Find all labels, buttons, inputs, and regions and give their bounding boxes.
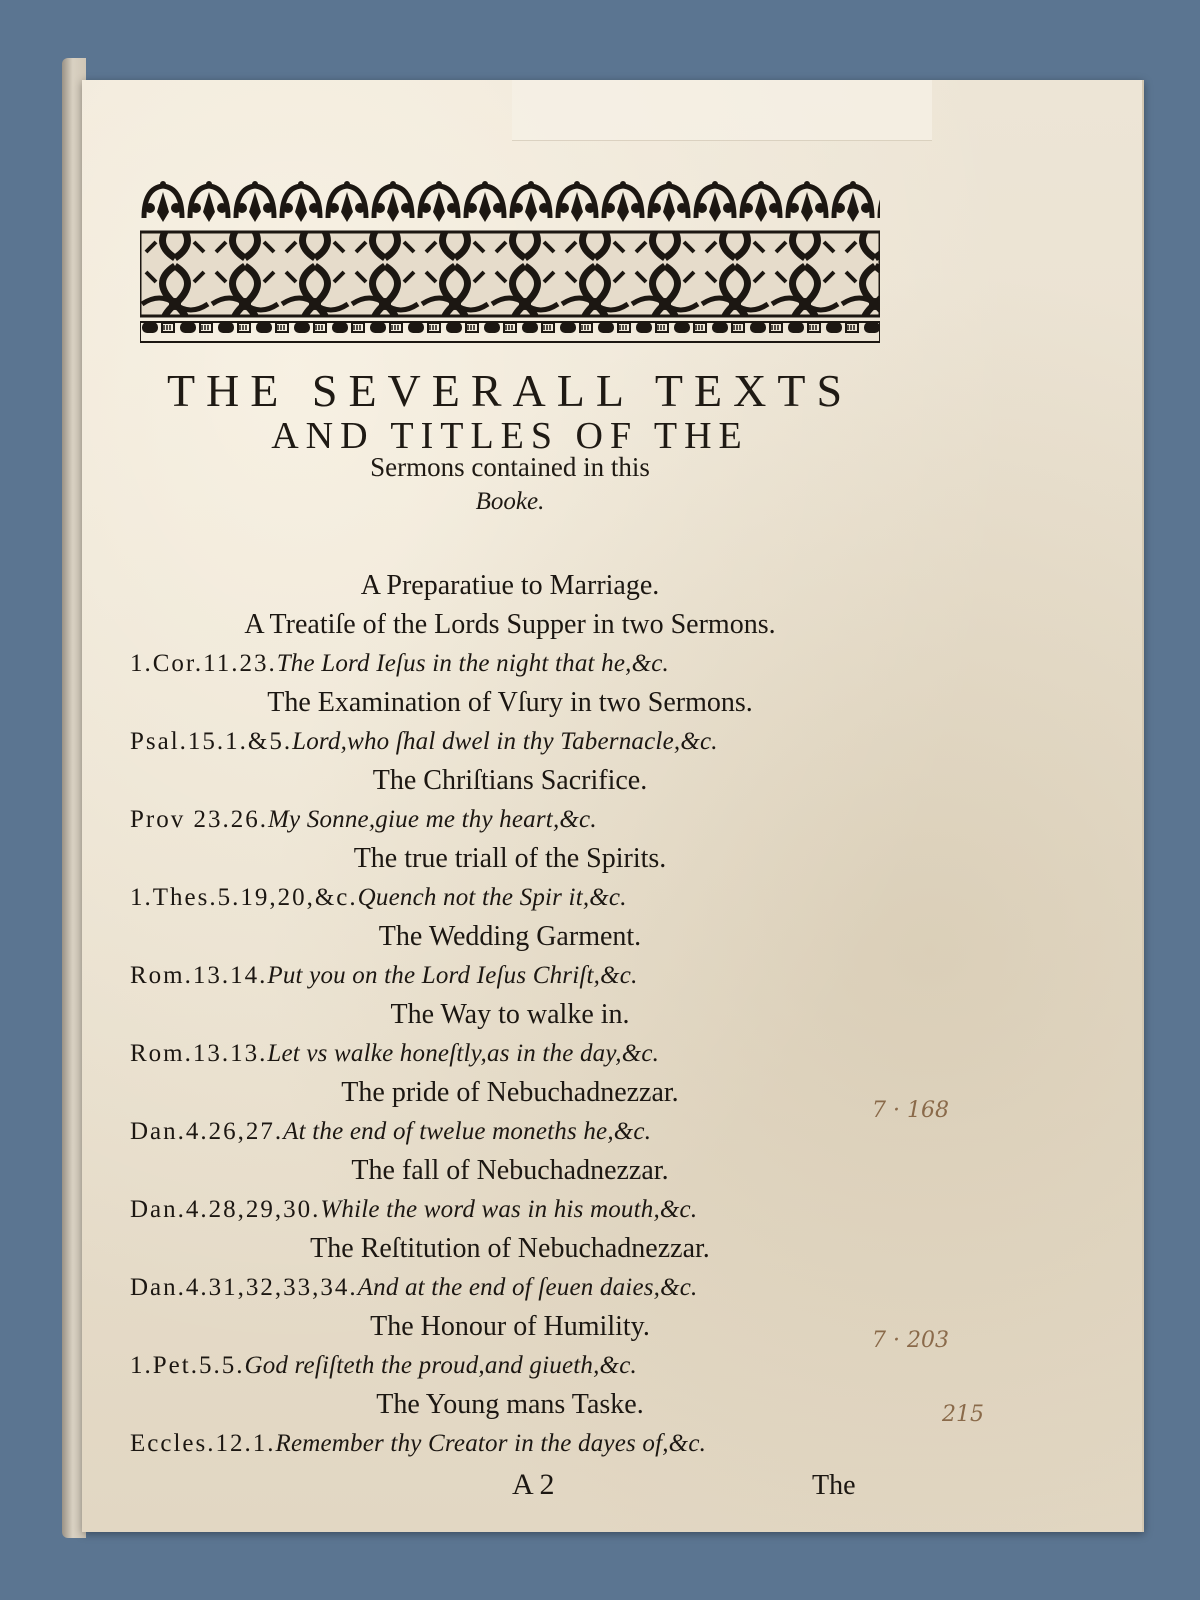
reference-text: At the end of twelue moneths he,&c.	[283, 1118, 652, 1145]
scripture-reference	[130, 644, 890, 683]
manuscript-note: 7 · 203	[872, 1328, 949, 1353]
reference-citation: Prov 23.26.	[130, 806, 268, 833]
sermon-title: A Treatiſe of the Lords Supper in two Sermons.	[244, 609, 776, 640]
reference-citation: 1.Cor.11.23.	[130, 650, 277, 677]
sermon-title: The true triall of the Spirits.	[353, 843, 667, 874]
scripture-reference	[130, 722, 890, 761]
sermon-title: A Preparatiue to Marriage.	[360, 570, 660, 601]
sermon-title: The fall of Nebuchadnezzar.	[351, 1155, 669, 1186]
scripture-reference	[130, 800, 890, 839]
reference-citation: Eccles.12.1.	[130, 1430, 276, 1457]
manuscript-note: 215	[942, 1402, 984, 1427]
reference-text: God reſiſteth the proud,and giueth,&c.	[244, 1352, 637, 1379]
reference-text: My Sonne,giue me thy heart,&c.	[267, 806, 597, 833]
catchword: The	[812, 1470, 856, 1501]
sermon-title: The Honour of Humility.	[370, 1311, 650, 1342]
title-line-2: AND TITLES OF THE	[271, 415, 749, 457]
scripture-reference	[130, 1034, 890, 1073]
reference-text: Remember thy Creator in the dayes of,&c.	[275, 1430, 707, 1457]
reference-text: The Lord Ieſus in the night that he,&c.	[276, 650, 669, 677]
scripture-reference	[130, 1346, 890, 1385]
paper-repair-strip	[512, 80, 932, 141]
sermon-title: The Examination of Vſury in two Sermons.	[267, 687, 753, 718]
sermon-title: The Way to walke in.	[390, 999, 630, 1030]
scripture-reference	[130, 1268, 890, 1307]
scripture-reference	[130, 1190, 890, 1229]
reference-text: And at the end of ſeuen daies,&c.	[357, 1274, 698, 1301]
scripture-reference	[130, 1112, 890, 1151]
sermon-list	[130, 566, 890, 1463]
reference-text: Let vs walke honeſtly,as in the day,&c.	[267, 1040, 660, 1067]
reference-citation: Dan.4.26,27.	[130, 1118, 284, 1145]
sermon-title: The Young mans Taske.	[376, 1389, 644, 1420]
reference-citation: Dan.4.31,32,33,34.	[130, 1274, 358, 1301]
sermon-title: The pride of Nebuchadnezzar.	[341, 1077, 679, 1108]
reference-citation: Dan.4.28,29,30.	[130, 1196, 321, 1223]
reference-citation: Psal.15.1.&5.	[130, 728, 293, 755]
book-page	[82, 80, 1144, 1532]
reference-citation: 1.Pet.5.5.	[130, 1352, 245, 1379]
title-line-1: THE SEVERALL TEXTS	[166, 365, 854, 416]
subtitle-booke: Booke.	[475, 488, 545, 515]
sermon-title: The Chriſtians Sacrifice.	[372, 765, 648, 796]
reference-citation: Rom.13.13.	[130, 1040, 268, 1067]
subtitle: Sermons contained in this	[370, 452, 650, 482]
reference-text: Lord,who ſhal dwel in thy Tabernacle,&c.	[292, 728, 718, 755]
headpiece-border-band	[140, 322, 880, 342]
scripture-reference	[130, 878, 890, 917]
reference-citation: 1.Thes.5.19,20,&c.	[130, 884, 358, 911]
scripture-reference	[130, 1424, 890, 1463]
signature-mark: A 2	[512, 1468, 555, 1501]
sermon-title: The Wedding Garment.	[378, 921, 642, 952]
sermon-title: The Reſtitution of Nebuchadnezzar.	[310, 1233, 710, 1264]
reference-citation: Rom.13.14.	[130, 962, 268, 989]
scripture-reference	[130, 956, 890, 995]
reference-text: Quench not the Spir it,&c.	[357, 884, 627, 911]
ornamental-headpiece	[140, 178, 880, 354]
reference-text: While the word was in his mouth,&c.	[320, 1196, 698, 1223]
manuscript-note: 7 · 168	[872, 1098, 949, 1123]
headpiece-knotwork	[140, 232, 880, 316]
headpiece-top-curls	[140, 178, 880, 232]
reference-text: Put you on the Lord Ieſus Chriſt,&c.	[267, 962, 638, 989]
